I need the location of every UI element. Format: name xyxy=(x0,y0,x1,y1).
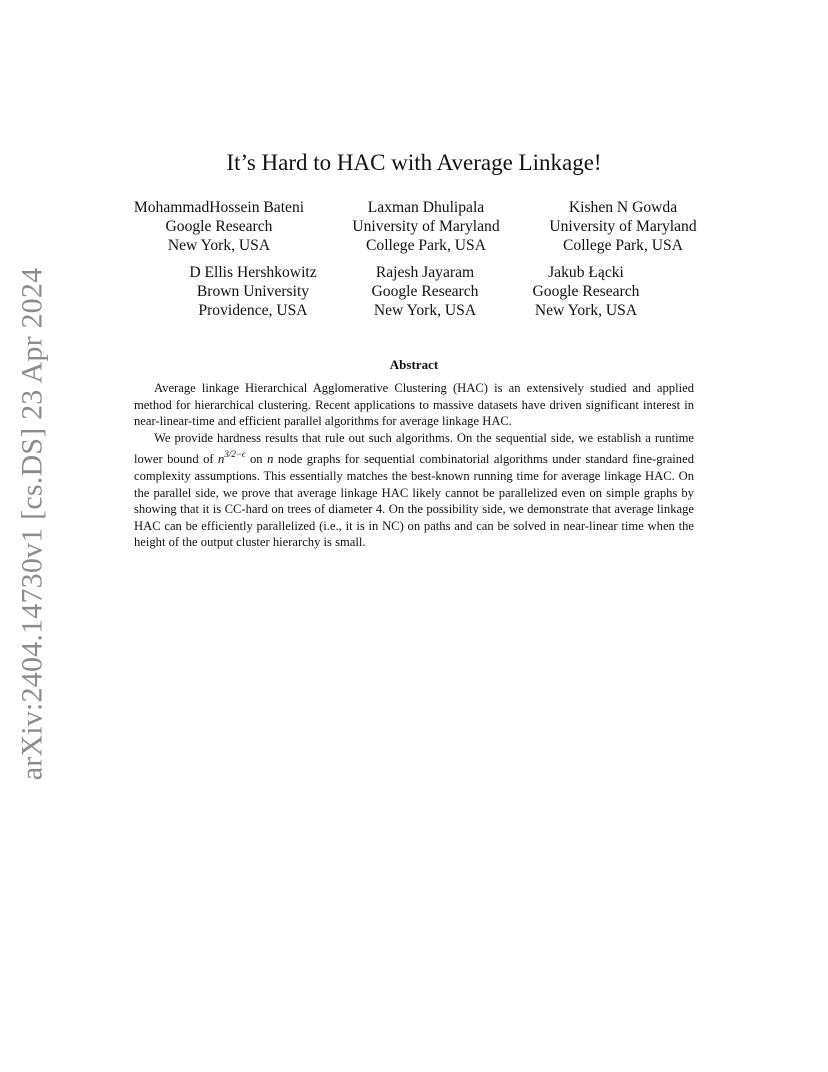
author-location: New York, USA xyxy=(373,302,477,319)
math-exponent: 3/2−ϵ xyxy=(224,449,246,460)
abstract-paragraph-1: Average linkage Hierarchical Agglomerative Clustering (HAC) is an extensively studied and applied method for hierarchical clustering. Recent applications to massive datasets have driven significant interest in near-linear-time and efficient parallel algorithms for average linkage HAC. xyxy=(134,381,694,429)
abstract-heading: Abstract xyxy=(389,357,439,372)
arxiv-stamp-text: arXiv:2404.14730v1 [cs.DS] 23 Apr 2024 xyxy=(15,267,48,781)
author-location: College Park, USA xyxy=(563,237,683,254)
author-block-2 xyxy=(340,198,512,255)
author-affiliation: University of Maryland xyxy=(352,218,500,235)
author-block-6 xyxy=(516,263,656,320)
author-name: Jakub Łącki xyxy=(548,264,624,281)
paper-title: It’s Hard to HAC with Average Linkage! xyxy=(226,150,602,175)
author-block-1 xyxy=(124,198,314,255)
author-block-5 xyxy=(355,263,495,320)
math-n: n xyxy=(218,452,225,467)
abstract-paragraph-2 xyxy=(134,430,694,551)
math-n: n xyxy=(267,452,274,467)
abstract-text: on xyxy=(245,452,268,467)
author-affiliation: Google Research xyxy=(371,283,479,300)
author-name: D Ellis Hershkowitz xyxy=(189,264,317,281)
author-location: New York, USA xyxy=(167,237,271,254)
author-affiliation: University of Maryland xyxy=(549,218,697,235)
abstract-body xyxy=(134,380,694,551)
author-name: Kishen N Gowda xyxy=(568,199,678,216)
author-affiliation: Brown University xyxy=(196,283,310,300)
author-location: Providence, USA xyxy=(198,302,308,319)
author-name: Laxman Dhulipala xyxy=(367,199,485,216)
abstract-text: node graphs for sequential combinatorial algorithms under standard fine-grained complexity assumptions. This essentially matches the best-known running time for average linkage HAC. On the parallel side, we prove that average linkage HAC likely cannot be parallelized even on simple graphs by showing that it is CC-hard on trees of diameter 4. On the possibility side, we demonstrate that average linkage HAC can be efficiently parallelized (i.e., it is in NC) on paths and can be solved in near-linear time when the height of the output cluster hierarchy is small. xyxy=(134,452,694,550)
author-location: College Park, USA xyxy=(366,237,486,254)
author-affiliation: Google Research xyxy=(165,218,273,235)
author-location: New York, USA xyxy=(534,302,638,319)
abstract-text: We provide hardness results that rule out such algorithms. On the sequential side, we establish a runtime lower bound of xyxy=(134,430,694,467)
author-name: Rajesh Jayaram xyxy=(375,264,475,281)
author-block-4 xyxy=(178,263,328,320)
author-name: MohammadHossein Bateni xyxy=(133,199,305,216)
author-affiliation: Google Research xyxy=(532,283,640,300)
author-block-3 xyxy=(537,198,709,255)
